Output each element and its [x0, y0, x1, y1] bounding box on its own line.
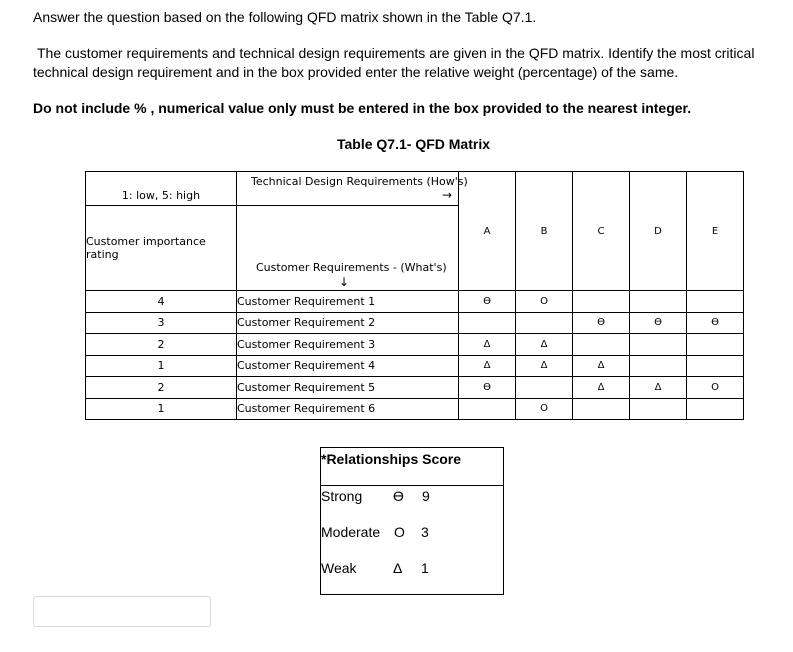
question-line-3: technical design requirement and in the box provided enter the relative weight (percentage) of the same. [33, 64, 679, 80]
weak-symbol-icon: Δ [393, 560, 403, 576]
requirement-name: Customer Requirement 6 [237, 398, 459, 420]
legend-label: Strong [321, 488, 363, 504]
relationship-cell: ϴ [459, 291, 516, 313]
relationship-cell [459, 312, 516, 334]
table-row [86, 291, 744, 313]
requirement-name: Customer Requirement 1 [237, 291, 459, 313]
relationship-cell [687, 355, 744, 377]
legend-score: 3 [421, 524, 429, 540]
relationship-cell: ϴ [630, 312, 687, 334]
relationship-cell [687, 334, 744, 356]
customer-requirements-header [237, 206, 459, 291]
legend-score: 9 [422, 488, 430, 504]
legend-label: Moderate [321, 524, 381, 540]
legend-title: *Relationships Score [321, 448, 503, 486]
column-header-c: C [573, 172, 630, 291]
relationship-cell [516, 377, 573, 399]
legend-score: 1 [421, 560, 429, 576]
table-row [86, 312, 744, 334]
answer-input[interactable] [33, 596, 211, 627]
relationship-cell: Δ [459, 334, 516, 356]
legend-label: Weak [321, 560, 357, 576]
table-row [86, 398, 744, 420]
importance-value: 2 [86, 377, 237, 399]
relationship-cell: O [687, 377, 744, 399]
column-header-b: B [516, 172, 573, 291]
right-arrow-icon: → [441, 188, 452, 202]
relationship-cell [687, 291, 744, 313]
relationship-cell [687, 398, 744, 420]
table-row [86, 355, 744, 377]
relationship-cell [573, 398, 630, 420]
relationship-cell: Δ [516, 355, 573, 377]
scale-label: 1: low, 5: high [86, 172, 237, 206]
importance-value: 3 [86, 312, 237, 334]
relationship-cell: Δ [459, 355, 516, 377]
table-caption: Table Q7.1- QFD Matrix [337, 136, 490, 152]
down-arrow-icon: ↓ [339, 275, 350, 289]
relationship-cell: ϴ [687, 312, 744, 334]
relationship-cell [630, 291, 687, 313]
relationship-cell: Δ [573, 355, 630, 377]
question-instruction: Do not include % , numerical value only must be entered in the box provided to the nearest integer. [33, 100, 692, 116]
importance-rating-label: Customer importance rating [86, 206, 237, 291]
relationship-cell: Δ [630, 377, 687, 399]
relationship-cell [573, 291, 630, 313]
requirement-name: Customer Requirement 4 [237, 355, 459, 377]
requirement-name: Customer Requirement 5 [237, 377, 459, 399]
column-header-d: D [630, 172, 687, 291]
cr-label: Customer Requirements - (What's) [256, 261, 447, 274]
importance-value: 1 [86, 398, 237, 420]
relationship-cell: O [516, 398, 573, 420]
tdr-label: Technical Design Requirements (How's) [251, 175, 468, 188]
relationship-cell [573, 334, 630, 356]
column-header-a: A [459, 172, 516, 291]
question-line-2: The customer requirements and technical design requirements are given in the QFD matrix. Identify the most critical [37, 45, 755, 61]
moderate-symbol-icon: O [394, 524, 405, 540]
requirement-name: Customer Requirement 3 [237, 334, 459, 356]
relationship-score-legend [320, 447, 504, 595]
relationship-cell: Δ [516, 334, 573, 356]
qfd-matrix-table [85, 171, 744, 420]
relationship-cell [516, 312, 573, 334]
importance-value: 4 [86, 291, 237, 313]
table-row [86, 377, 744, 399]
strong-symbol-icon: ϴ [393, 488, 404, 504]
relationship-cell: Δ [573, 377, 630, 399]
relationship-cell [630, 355, 687, 377]
importance-value: 2 [86, 334, 237, 356]
table-row [86, 334, 744, 356]
relationship-cell: ϴ [459, 377, 516, 399]
requirement-name: Customer Requirement 2 [237, 312, 459, 334]
relationship-cell [630, 334, 687, 356]
relationship-cell: ϴ [573, 312, 630, 334]
column-header-e: E [687, 172, 744, 291]
importance-value: 1 [86, 355, 237, 377]
question-line-1: Answer the question based on the following QFD matrix shown in the Table Q7.1. [33, 9, 537, 25]
relationship-cell [459, 398, 516, 420]
tdr-header [237, 172, 468, 206]
relationship-cell [630, 398, 687, 420]
relationship-cell: O [516, 291, 573, 313]
